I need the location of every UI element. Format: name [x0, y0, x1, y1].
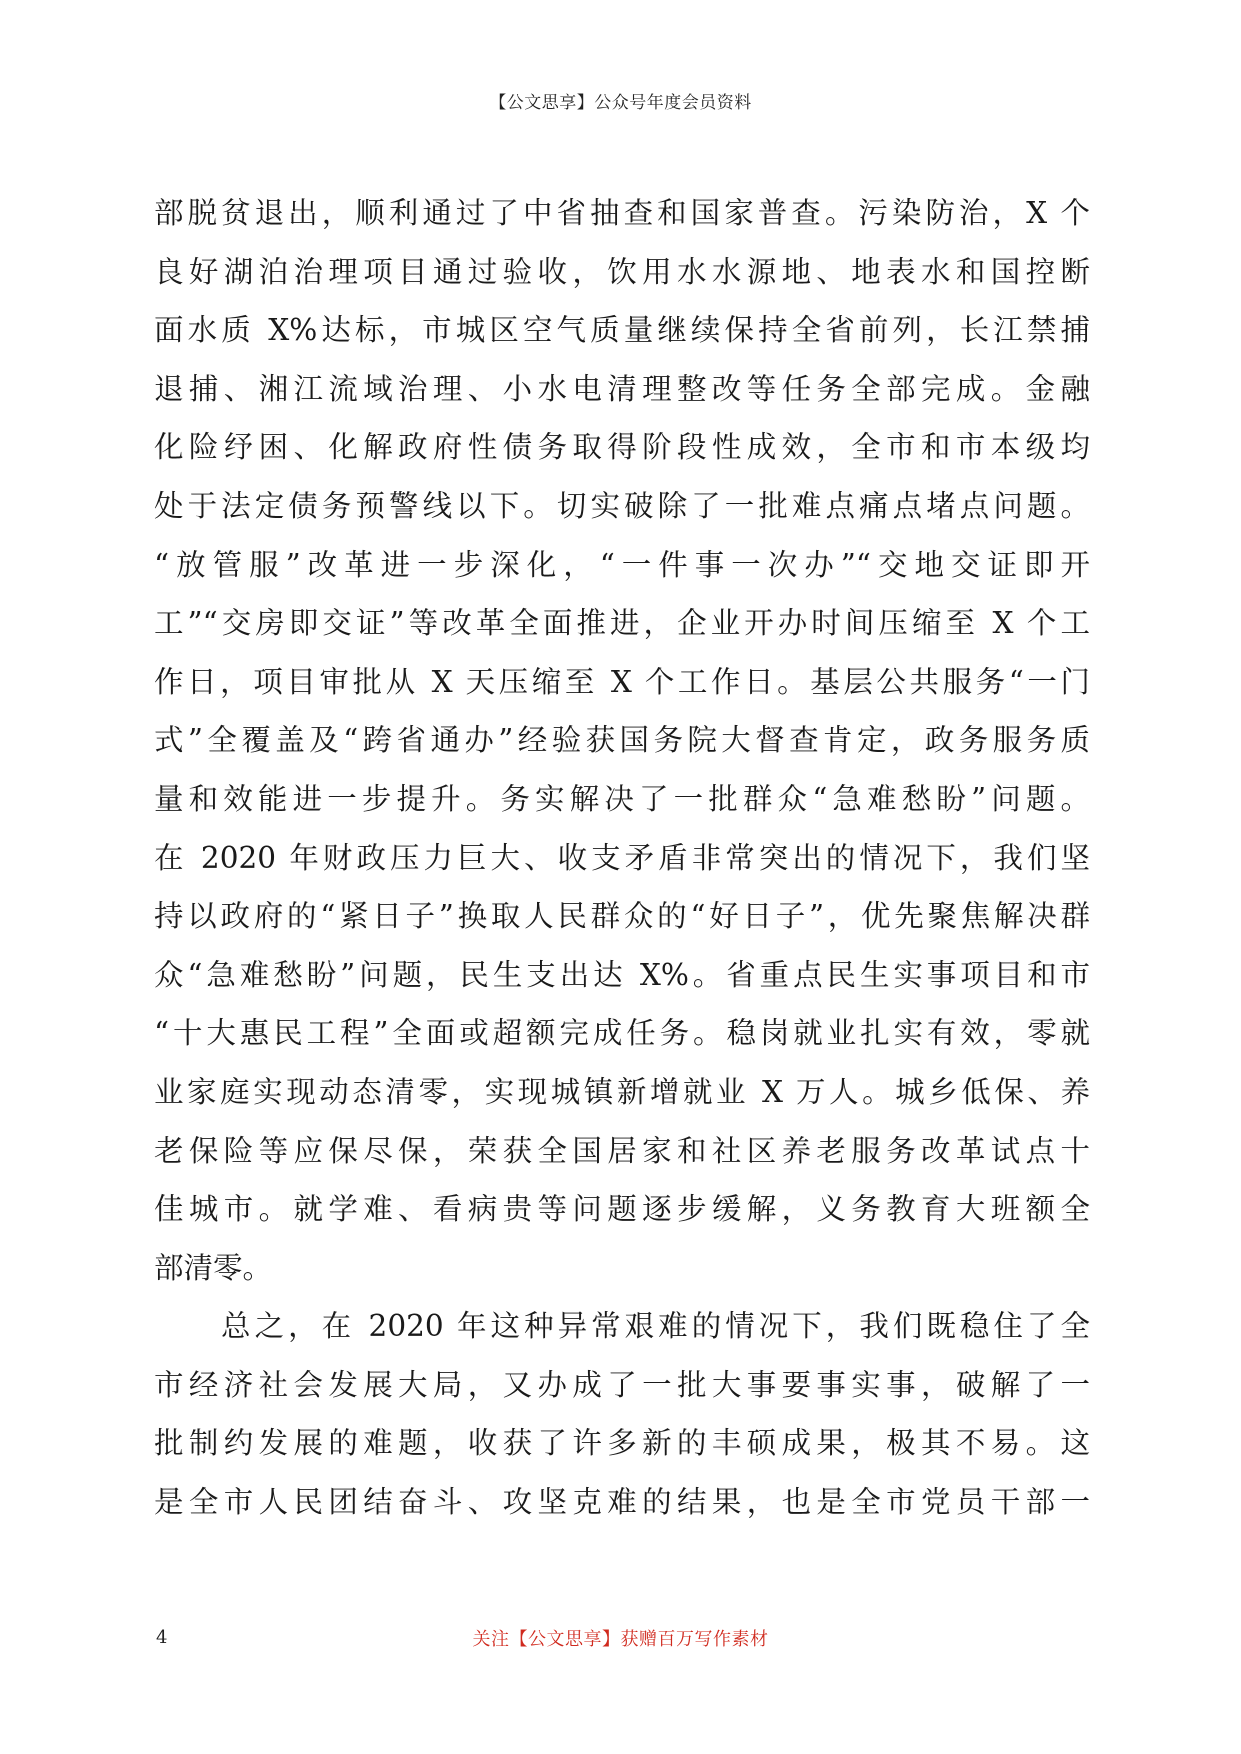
body-line: 批制约发展的难题，收获了许多新的丰硕成果，极其不易。这 [154, 1426, 1090, 1461]
body-line: 化险纾困、化解政府性债务取得阶段性成效，全市和市本级均 [154, 430, 1090, 465]
body-line: 老保险等应保尽保，荣获全国居家和社区养老服务改革试点十 [154, 1133, 1090, 1168]
page-header: 【公文思享】公众号年度会员资料 [489, 93, 752, 113]
body-line: 工”“交房即交证”等改革全面推进，企业开办时间压缩至 X 个工 [154, 606, 1090, 641]
body-line: 部清零。 [154, 1250, 273, 1285]
body-line: 处于法定债务预警线以下。切实破除了一批难点痛点堵点问题。 [154, 488, 1090, 523]
body-line: 持以政府的“紧日子”换取人民群众的“好日子”，优先聚焦解决群 [154, 899, 1090, 934]
body-line: 佳城市。就学难、看病贵等问题逐步缓解，义务教育大班额全 [154, 1192, 1090, 1227]
body-line: 总之，在 2020 年这种异常艰难的情况下，我们既稳住了全 [154, 1309, 1090, 1344]
body-line: “放管服”改革进一步深化，“一件事一次办”“交地交证即开 [154, 547, 1090, 582]
page-number: 4 [156, 1627, 168, 1648]
body-line: 良好湖泊治理项目通过验收，饮用水水源地、地表水和国控断 [154, 254, 1090, 289]
body-line: 众“急难愁盼”问题，民生支出达 X%。省重点民生实事项目和市 [154, 957, 1090, 992]
footer-promo: 关注【公文思享】获赠百万写作素材 [472, 1629, 769, 1650]
body-line: 退捕、湘江流域治理、小水电清理整改等任务全部完成。金融 [154, 371, 1090, 406]
body-line: 作日，项目审批从 X 天压缩至 X 个工作日。基层公共服务“一门 [154, 664, 1090, 699]
body-line: 市经济社会发展大局，又办成了一批大事要事实事，破解了一 [154, 1367, 1090, 1402]
body-line: 量和效能进一步提升。务实解决了一批群众“急难愁盼”问题。 [154, 781, 1090, 816]
body-line: 是全市人民团结奋斗、攻坚克难的结果，也是全市党员干部一 [154, 1485, 1090, 1520]
body-line: 式”全覆盖及“跨省通办”经验获国务院大督查肯定，政务服务质 [154, 723, 1090, 758]
body-line: 在 2020 年财政压力巨大、收支矛盾非常突出的情况下，我们坚 [154, 840, 1090, 875]
body-line: 面水质 X%达标，市城区空气质量继续保持全省前列，长江禁捕 [154, 313, 1090, 348]
document-body [154, 184, 1090, 1532]
body-line: 部脱贫退出，顺利通过了中省抽查和国家普查。污染防治，X 个 [154, 196, 1090, 230]
body-line: 业家庭实现动态清零，实现城镇新增就业 X 万人。城乡低保、养 [154, 1074, 1090, 1109]
body-line: “十大惠民工程”全面或超额完成任务。稳岗就业扎实有效，零就 [154, 1016, 1090, 1051]
